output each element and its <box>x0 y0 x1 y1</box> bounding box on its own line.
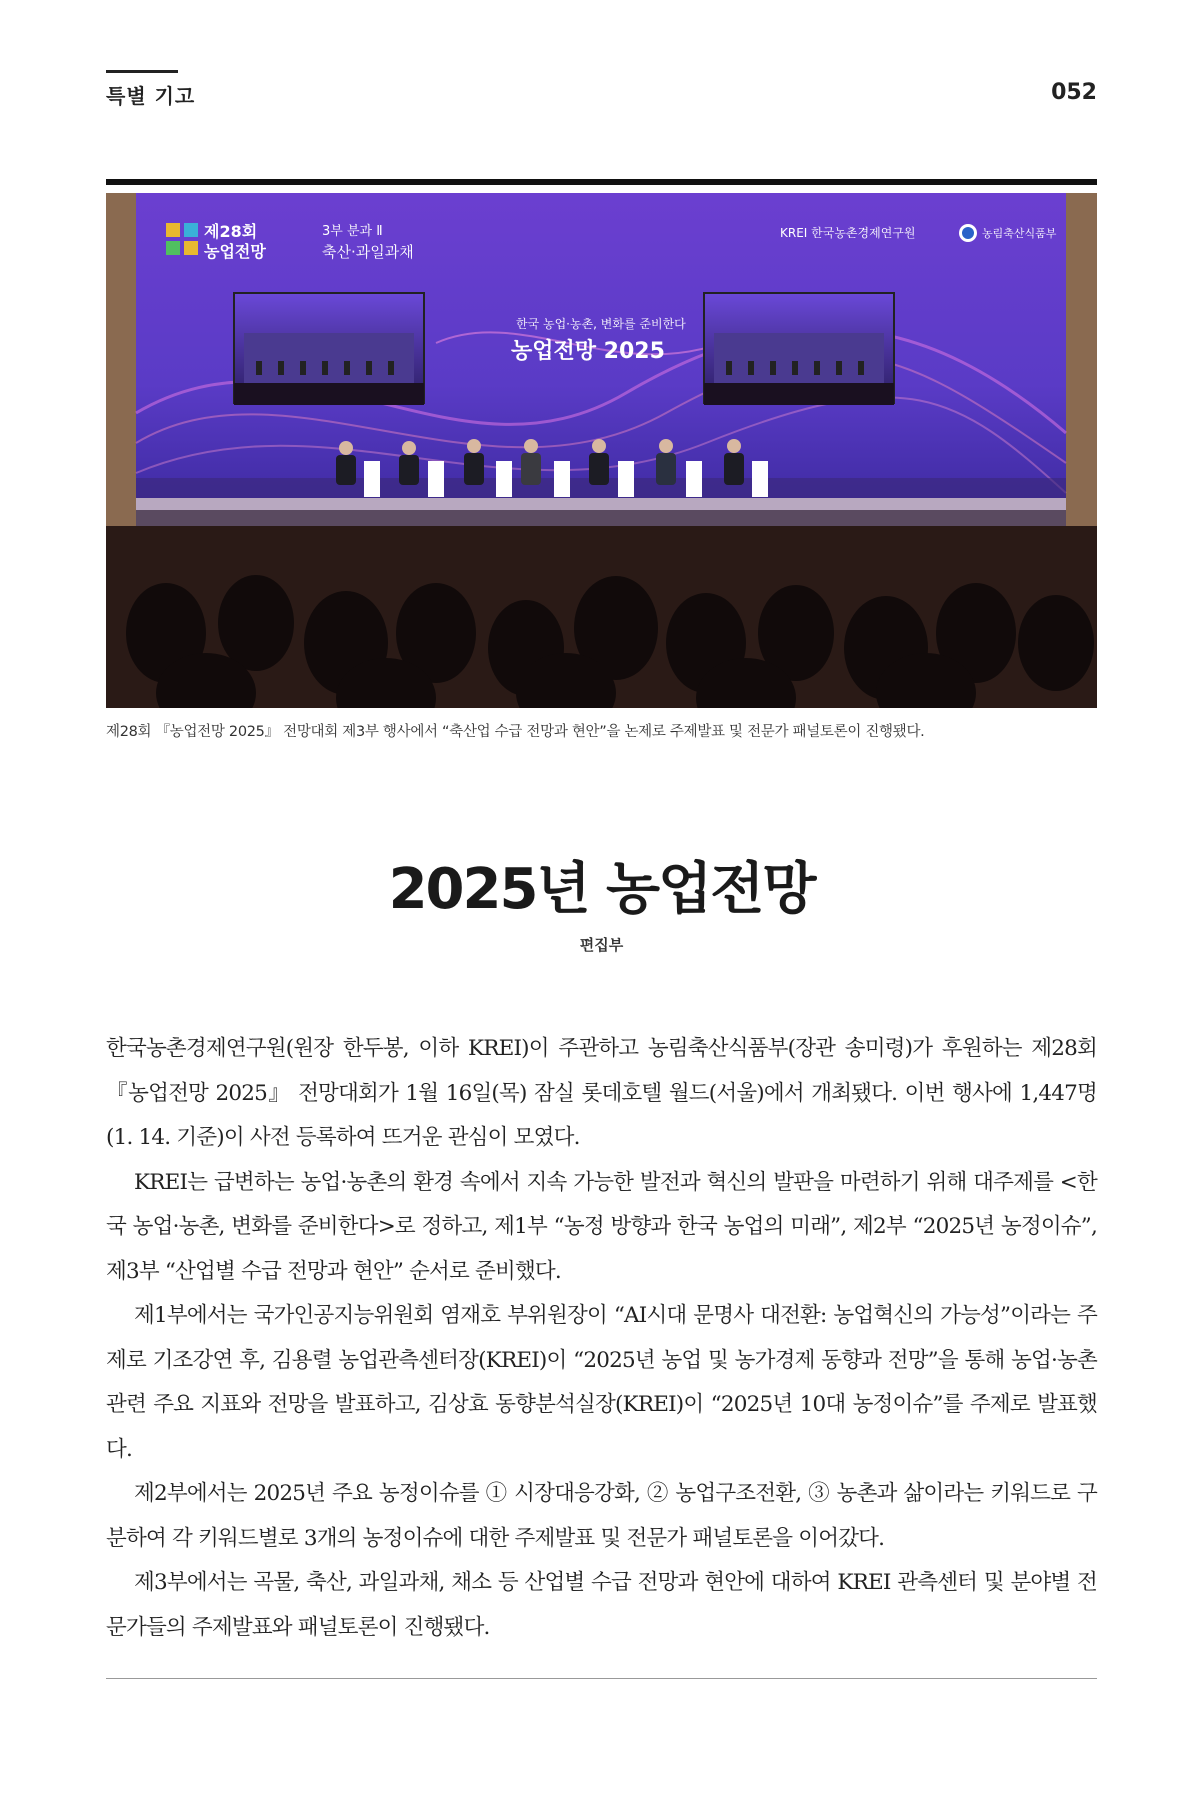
article-paragraph: 제3부에서는 곡물, 축산, 과일과채, 채소 등 산업별 수급 전망과 현안에 대하여 KREI 관측센터 및 분야별 전문가들의 주제발표와 패널토론이 진행됐다. <box>106 1570 1097 1640</box>
section-rule <box>106 70 178 73</box>
photo-caption: 제28회 『농업전망 2025』 전망대회 제3부 행사에서 “축산업 수급 전망과 현안”을 논제로 주제발표 및 전문가 패널토론이 진행됐다. <box>106 724 925 740</box>
article-paragraph: KREI는 급변하는 농업·농촌의 환경 속에서 지속 가능한 발전과 혁신의 발판을 마련하기 위해 대주제를 <한국 농업·농촌, 변화를 준비한다>로 정하고, 제1부 “농정 방향과 한국 농업의 미래”, 제2부 “2025년 농정이슈”, 제3부 “산업별 수급 전망과 현안” 순서로 준비했다. <box>106 1169 1097 1284</box>
article-paragraph: 제2부에서는 2025년 주요 농정이슈를 ① 시장대응강화, ② 농업구조전환, ③ 농촌과 삶이라는 키워드로 구분하여 각 키워드별로 3개의 농정이슈에 대한 주제발표 및 전문가 패널토론을 이어갔다. <box>106 1481 1097 1551</box>
article-paragraph: 한국농촌경제연구원(원장 한두봉, 이하 KREI)이 주관하고 농림축산식품부(장관 송미령)가 후원하는 제28회 『농업전망 2025』 전망대회가 1월 16일(목) 잠실 롯데호텔 월드(서울)에서 개최됐다. 이번 행사에 1,447명(1. 14. 기준)이 사전 등록하여 뜨거운 관심이 모였다. <box>106 1036 1097 1150</box>
article-title: 2025년 농업전망 <box>388 857 815 922</box>
photo-session-title: 축산·과일과채 <box>322 243 414 261</box>
photo-logo-number: 제28회 <box>204 222 258 241</box>
photo-top-rule <box>106 179 1097 185</box>
photo-ministry-logo: 농림축산식품부 <box>982 227 1057 240</box>
photo-logo-name: 농업전망 <box>204 242 266 261</box>
article-author: 편집부 <box>579 936 624 954</box>
photo-screen-tagline: 한국 농업·농촌, 변화를 준비한다 <box>516 317 686 331</box>
article-paragraph: 제1부에서는 국가인공지능위원회 염재호 부위원장이 “AI시대 문명사 대전환: 농업혁신의 가능성”이라는 주제로 기조강연 후, 김용렬 농업관측센터장(KREI)이 “2025년 농업 및 농가경제 동향과 전망”을 통해 농업·농촌 관련 주요 지표와 전망을 발표하고, 김상효 동향분석실장(KREI)이 “2025년 10대 농정이슈”를 주제로 발표했다. <box>106 1303 1097 1462</box>
photo-screen-title: 농업전망 2025 <box>511 339 665 364</box>
section-label: 특별 기고 <box>106 84 196 108</box>
article-body <box>106 1027 1097 1650</box>
photo-org-logo: KREI 한국농촌경제연구원 <box>780 226 916 240</box>
bottom-rule <box>106 1678 1097 1679</box>
page-number: 052 <box>1051 80 1097 105</box>
photo-session-label: 3부 분과 Ⅱ <box>322 224 383 239</box>
event-photo <box>106 193 1097 708</box>
